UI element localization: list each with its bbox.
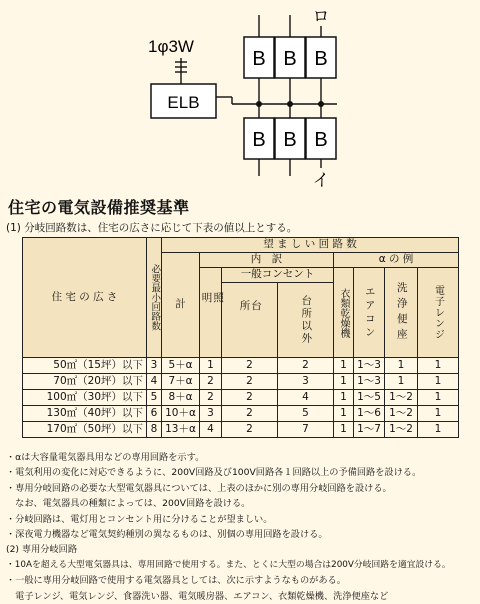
cell-kitchen: 2 xyxy=(222,358,278,374)
col-housing-size-header: 住 宅 の 広 さ xyxy=(23,238,147,358)
note-line: ・分岐回路は、電灯用とコンセント用に分けることが望ましい。 xyxy=(6,513,273,525)
note-line: ・10Aを超える大型電気器具は、専用回路で使用する。また、とくに大型の場合は200V分岐回路を適宜設ける。 xyxy=(6,559,451,570)
ground-symbol xyxy=(175,58,187,84)
cell-dryer: 1 xyxy=(334,406,354,422)
cell-lighting: 1 xyxy=(200,358,222,374)
supply-label: 1φ3W xyxy=(148,37,194,56)
cell-area: 70㎡（20坪）以下 xyxy=(23,374,147,390)
cell-range: 1 xyxy=(418,374,459,390)
cell-aircon: 1〜3 xyxy=(354,374,385,390)
cell-washlet: 1〜2 xyxy=(385,406,418,422)
cell-kitchen: 2 xyxy=(222,390,278,406)
cell-dryer: 1 xyxy=(334,422,354,438)
col-general-outlet-header: 一般コンセント xyxy=(222,268,334,283)
col-range-header: 電子レンジ xyxy=(418,268,459,358)
circuit-table xyxy=(22,237,459,438)
cell-aircon: 1〜6 xyxy=(354,406,385,422)
table-row xyxy=(23,358,459,374)
section-1-intro: (1) 分岐回路数は、住宅の広さに応じて下表の値以上とする。 xyxy=(6,222,298,234)
cell-other: 7 xyxy=(278,422,334,438)
col-kitchen-header: 台所 xyxy=(222,283,278,358)
note-line: ・一般に専用分岐回路で使用する電気器具としては、次に示すようなものがある。 xyxy=(6,575,346,587)
col-dryer-header: 衣類乾燥機 xyxy=(334,268,354,358)
note-line: ・専用分岐回路の必要な大型電気器具については、上表のほかに別の専用分岐回路を設ける。 xyxy=(6,482,392,494)
cell-lighting: 2 xyxy=(200,374,222,390)
cell-other: 5 xyxy=(278,406,334,422)
note-line: なお、電気器具の種類によっては、200V回路を設ける。 xyxy=(6,498,251,510)
breaker-label: B xyxy=(314,129,328,151)
cell-range: 1 xyxy=(418,406,459,422)
col-breakdown-header: 内 訳 xyxy=(200,253,334,268)
col-min-header: 必要最小回路数 xyxy=(147,238,162,358)
breaker-label: B xyxy=(252,129,266,151)
notes-block xyxy=(6,450,476,604)
cell-min: 4 xyxy=(147,374,162,390)
breaker-label: B xyxy=(283,129,297,151)
col-other-header: 台所以外 xyxy=(278,283,334,358)
cell-washlet: 1 xyxy=(385,374,418,390)
cell-min: 5 xyxy=(147,390,162,406)
note-line: ・αは大容量電気器具用などの専用回路を示す。 xyxy=(6,452,205,463)
table-row xyxy=(23,374,459,390)
cell-total: 13＋α xyxy=(162,422,200,438)
cell-total: 10＋α xyxy=(162,406,200,422)
table-row xyxy=(23,406,459,422)
table-row xyxy=(23,422,459,438)
cell-other: 3 xyxy=(278,374,334,390)
side-label-ro: ロ xyxy=(312,7,330,27)
cell-lighting: 4 xyxy=(200,422,222,438)
cell-range: 1 xyxy=(418,422,459,438)
col-lighting-header: 照明 xyxy=(200,268,222,358)
note-line: ・電気利用の変化に対応できるように、200V回路及び100V回路各１回路以上の予備回路を設ける。 xyxy=(6,467,422,479)
cell-range: 1 xyxy=(418,358,459,374)
elb-label: ELB xyxy=(167,93,200,112)
cell-washlet: 1〜2 xyxy=(385,390,418,406)
wiring-diagram xyxy=(0,0,480,196)
cell-lighting: 2 xyxy=(200,390,222,406)
col-alpha-example-header: α の 例 xyxy=(334,253,459,268)
breaker-label: B xyxy=(252,48,266,70)
cell-total: 7＋α xyxy=(162,374,200,390)
cell-min: 3 xyxy=(147,358,162,374)
cell-area: 170㎡（50坪）以下 xyxy=(23,422,147,438)
section-2-heading: (2) 専用分岐回路 xyxy=(6,544,78,556)
cell-range: 1 xyxy=(418,390,459,406)
col-washlet-header: 洗浄便座 xyxy=(385,268,418,358)
breaker-label: B xyxy=(283,48,297,70)
page-heading: 住宅の電気設備推奨基準 xyxy=(8,198,190,217)
breaker-label: B xyxy=(314,48,328,70)
cell-total: 5＋α xyxy=(162,358,200,374)
cell-other: 4 xyxy=(278,390,334,406)
breakers-lower xyxy=(244,118,336,159)
cell-washlet: 1〜2 xyxy=(385,422,418,438)
cell-area: 50㎡（15坪）以下 xyxy=(23,358,147,374)
cell-aircon: 1〜3 xyxy=(354,358,385,374)
cell-dryer: 1 xyxy=(334,374,354,390)
cell-dryer: 1 xyxy=(334,358,354,374)
cell-lighting: 3 xyxy=(200,406,222,422)
cell-kitchen: 2 xyxy=(222,374,278,390)
table-row xyxy=(23,390,459,406)
cell-min: 6 xyxy=(147,406,162,422)
cell-dryer: 1 xyxy=(334,390,354,406)
note-line: 電子レンジ、電気レンジ、食器洗い器、電気暖房器、エアコン、衣類乾燥機、洗浄便座など xyxy=(6,590,389,602)
cell-other: 2 xyxy=(278,358,334,374)
cell-aircon: 1〜5 xyxy=(354,390,385,406)
col-desired-header: 望 ま し い 回 路 数 xyxy=(162,238,459,253)
cell-total: 8＋α xyxy=(162,390,200,406)
col-total-header: 計 xyxy=(162,253,200,358)
side-label-i: イ xyxy=(312,171,330,191)
note-line: ・深夜電力機器など電気契約種別の異なるものは、別個の専用回路を設ける。 xyxy=(6,529,328,541)
cell-kitchen: 2 xyxy=(222,422,278,438)
col-aircon-header: エアコン xyxy=(354,268,385,358)
cell-aircon: 1〜7 xyxy=(354,422,385,438)
cell-area: 100㎡（30坪）以下 xyxy=(23,390,147,406)
cell-washlet: 1 xyxy=(385,358,418,374)
breakers-upper xyxy=(244,37,336,78)
cell-kitchen: 2 xyxy=(222,406,278,422)
cell-area: 130㎡（40坪）以下 xyxy=(23,406,147,422)
cell-min: 8 xyxy=(147,422,162,438)
